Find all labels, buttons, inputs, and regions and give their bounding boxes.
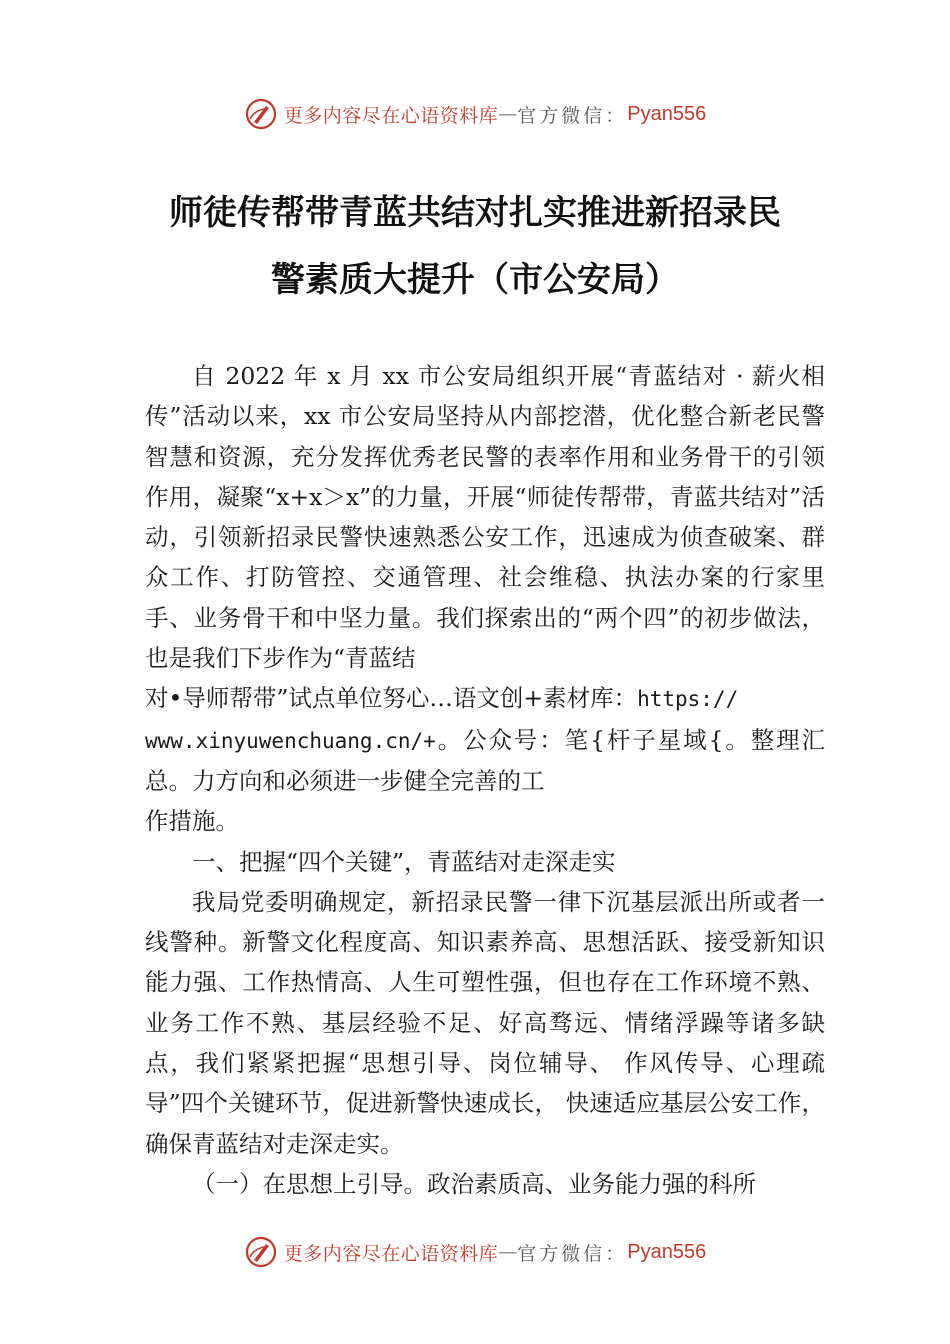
- footer-brand-text: 更多内容尽在心语资料库: [283, 1242, 499, 1265]
- section-heading-1: 一、把握“四个关键”，青蓝结对走深走实: [192, 847, 616, 876]
- banner-separator: —: [498, 103, 518, 125]
- url-text-b: www.xinyuwenchuang.cn/+: [145, 728, 436, 753]
- document-title: [100, 180, 850, 314]
- paragraph-intro-text: 自 2022 年 x 月 xx 市公安局组织开展“青蓝结对 · 薪火相传”活动以来，xx 市公安局坚持从内部挖潜，优化整合新老民警智慧和资源，充分发挥优秀老民警的表率作用和业务骨干的引领作用，凝聚“x+x＞x”的力量，开展“师徒传帮带，青蓝共结对”活动，引领新招录民警快速熟悉公安工作，迅速成为侦查破案、群众工作、打防管控、交通管理、社会维稳、执法办案的行家里手、业务骨干和中坚力量。我们探索出的“两个四”的初步做法，也是我们下步作为“青蓝结: [145, 362, 825, 673]
- paragraph-intro-cont-a: 对•导师帮带”试点单位努心…语文创+素材库：: [145, 684, 638, 713]
- banner-wechat-label: 官方微信：: [517, 104, 628, 127]
- footer-separator: —: [498, 1241, 518, 1263]
- pen-circle-logo-icon: [244, 97, 278, 131]
- header-banner: [0, 94, 950, 134]
- banner-brand-text: 更多内容尽在心语资料库: [283, 104, 499, 127]
- paragraph-intro: [145, 356, 825, 801]
- paragraph-intro-cont-b: 。公众号：笔{杆子星域{。整理汇总。力方向和必须进一步健全完善的工: [145, 725, 825, 795]
- footer-wechat-label: 官方微信：: [517, 1242, 628, 1265]
- document-body: [145, 356, 825, 1204]
- footer-wechat-id: Pyan556: [627, 1240, 707, 1263]
- pen-circle-logo-icon: [244, 1235, 278, 1269]
- paragraph-subsection-1: （一）在思想上引导。政治素质高、业务能力强的科所: [192, 1169, 756, 1198]
- paragraph-intro-end: 作措施。: [145, 807, 239, 836]
- paragraph-section-1: 我局党委明确规定，新招录民警一律下沉基层派出所或者一线警种。新警文化程度高、知识素养高、思想活跃、接受新知识能力强、工作热情高、人生可塑性强，但也存在工作环境不熟、业务工作不熟、基层经验不足、好高骛远、情绪浮躁等诸多缺点，我们紧紧把握“思想引导、岗位辅导、 作风传导、心理疏导”四个关键环节，促进新警快速成长， 快速适应基层公安工作，确保青蓝结对走深走实。: [145, 887, 825, 1158]
- title-line-1: 师徒传帮带青蓝共结对扎实推进新招录民: [169, 193, 781, 233]
- footer-banner: [0, 1232, 950, 1272]
- banner-wechat-id: Pyan556: [627, 102, 707, 125]
- url-text-a: https://: [637, 687, 739, 712]
- title-line-2: 警素质大提升（市公安局）: [271, 260, 679, 300]
